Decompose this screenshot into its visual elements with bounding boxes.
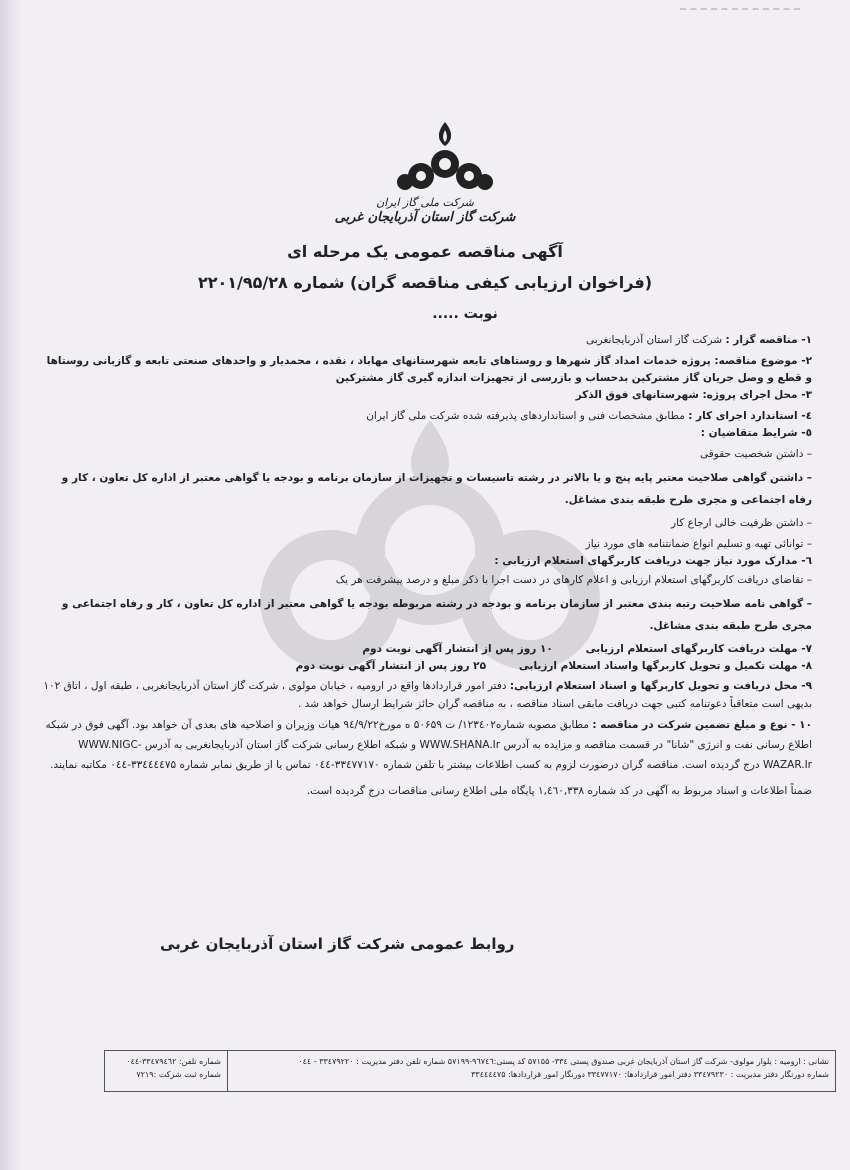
item-5: ٥- شرایط متقاضیان : [700, 427, 812, 439]
nigc-logo-icon [395, 120, 495, 200]
item-2: ۲- موضوع مناقصه: پروژه خدمات امداد گاز شهرها و روستاهای تابعه شهرستانهای مهاباد ، نقده ، محمدیار و واحدهای صنعتی تابعه و گازبانی روستاها و قطع و وصل جریان گاز مشترکین بدحساب و بازرسی از تجهیزات اندازه گیری گاز مشترکین [46, 355, 812, 384]
top-dash-mark [680, 8, 800, 10]
item-8: ۸- مهلت تکمیل و تحویل کاربرگها واسناد استعلام ارزیابی ۲۵ روز پس از انتشار آگهی نوبت دوم [295, 660, 812, 672]
item-6: ٦- مدارک مورد نیاز جهت دریافت کاربرگهای استعلام ارزیابی : [494, 555, 812, 567]
round-label: نوبت ..... [432, 306, 498, 322]
footer-box [104, 1050, 836, 1092]
logo-company-line1: شرکت ملی گاز ایران [376, 196, 474, 209]
item-6-point-2: – گواهی نامه صلاحیت رتبه بندی معتبر از سازمان برنامه و بودجه در رشته مربوطه بودجه یا گواهی معتبر از اداره کل تعاون ، کار و رفاه اجتماعی و مجری طرح طبقه بندی مشاغل. [61, 598, 812, 632]
page-title: آگهی مناقصه عمومی یک مرحله ای [287, 242, 563, 261]
item-6-point-1: – تقاضای دریافت کاربرگهای استعلام ارزیابی و اعلام کارهای در دست اجرا با ذکر مبلغ و درصد پیشرفت هر یک [335, 574, 812, 586]
logo-company-line2: شرکت گاز استان آذربایجان غربی [334, 210, 516, 225]
signature: روابط عمومی شرکت گاز استان آذربایجان غربی [160, 935, 515, 953]
condition-4: – توانائی تهیه و تسلیم انواع ضمانتنامه های مورد نیاز [585, 538, 812, 550]
item-7: ۷- مهلت دریافت کاربرگهای استعلام ارزیابی ۱۰ روز پس از انتشار آگهی نوبت دوم [362, 643, 812, 655]
item-1: ۱- مناقصه گزار : شرکت گاز استان آذربایجانغربی [585, 334, 812, 346]
item-9: ۹- محل دریافت و تحویل کاربرگها و اسناد استعلام ارزیابی: دفتر امور قراردادها واقع در ارومیه ، خیابان مولوی ، شرکت گاز استان آذربایجانغربی ، طبقه اول ، اتاق ۱۰۲ بدیهی است متعاقباً دعوتنامه کتبی جهت دریافت مابقی اسناد مناقصه ، به مناقصه گران حائز شرایط ارسال خواهد شد . [43, 680, 812, 710]
item-10: ۱۰ - نوع و مبلغ تضمین شرکت در مناقصه : مطابق مصوبه شماره۱۲۳٤۰۲/ ت ۵۰۶۵۹ ه مورخ۹٤/۹/۲۲ هیات وزیران و اصلاحیه های بعدی آن خواهد بود. آگهی فوق در شبکه اطلاع رسانی نفت و انرژی "شانا" در قسمت مناقصه و مزایده به آدرس WWW.SHANA.Ir و شبکه اطلاع رسانی شرکت گاز استان آذربایجانغربی به آدرس WWW.NIGC-WAZAR.Ir درج گردیده است. مناقصه گران درصورت لزوم به کسب اطلاعات بیشتر با تلفن شماره ۳۳٤۷۷۱۷۰-۰٤٤ تماس یا از طریق نمابر شماره ۳۳٤٤٤٤۷۵-۰٤٤ مکاتبه نمایند. [45, 719, 812, 771]
database-note: ضمناً اطلاعات و اسناد مربوط به آگهی در کد شماره ۱,٤٦۰,۳۳۸ پایگاه ملی اطلاع رسانی مناقصات درج گردیده است. [306, 785, 812, 797]
item-3: ۳- محل اجرای پروژه: شهرستانهای فوق الذکر [575, 389, 812, 401]
notice-body [40, 332, 812, 800]
page-subtitle: (فراخوان ارزیابی کیفی مناقصه گران) شماره ۲۲۰۱/۹۵/۲۸ [197, 273, 653, 292]
footer-contact: شماره تلفن: ۳۳٤۷۹٤٦۲-۰٤٤ شماره ثبت شرکت :۷۲۱۹ [126, 1057, 221, 1079]
item-4: ٤- استاندارد اجرای کار : مطابق مشخصات فنی و استانداردهای پذیرفته شده شرکت ملی گاز ایران [366, 410, 812, 422]
condition-2: – داشتن گواهی صلاحیت معتبر پایه پنج و یا بالاتر در رشته تاسیسات و تجهیزات از سازمان برنامه و بودجه یا گواهی معتبر از اداره کل تعاون ، کار و رفاه اجتماعی و مجری طرح طبقه بندی مشاغل. [61, 472, 812, 506]
footer-address: نشانی : ارومیه : بلوار مولوی- شرکت گاز استان آذربایجان غربی صندوق پستی ۳۳٤- ۵۷۱۵۵ کد پستی:۹٦۷٤٦-۵۷۱۹۹ شماره تلفن دفتر مدیریت : ۳۳٤۷۹۲۲۰ - ۰٤٤ شماره دورنگار دفتر مدیریت : ۳۳٤۷۹۲۳۰ دفتر امور قراردادها: ۳۳٤۷۷۱۷۰ دورنگار امور قراردادها: ۳۳٤٤٤٤۷۵ [227, 1051, 835, 1091]
condition-3: – داشتن ظرفیت خالی ارجاع کار [671, 517, 812, 529]
page-edge [0, 0, 22, 1170]
condition-1: – داشتن شخصیت حقوقی [700, 448, 812, 460]
